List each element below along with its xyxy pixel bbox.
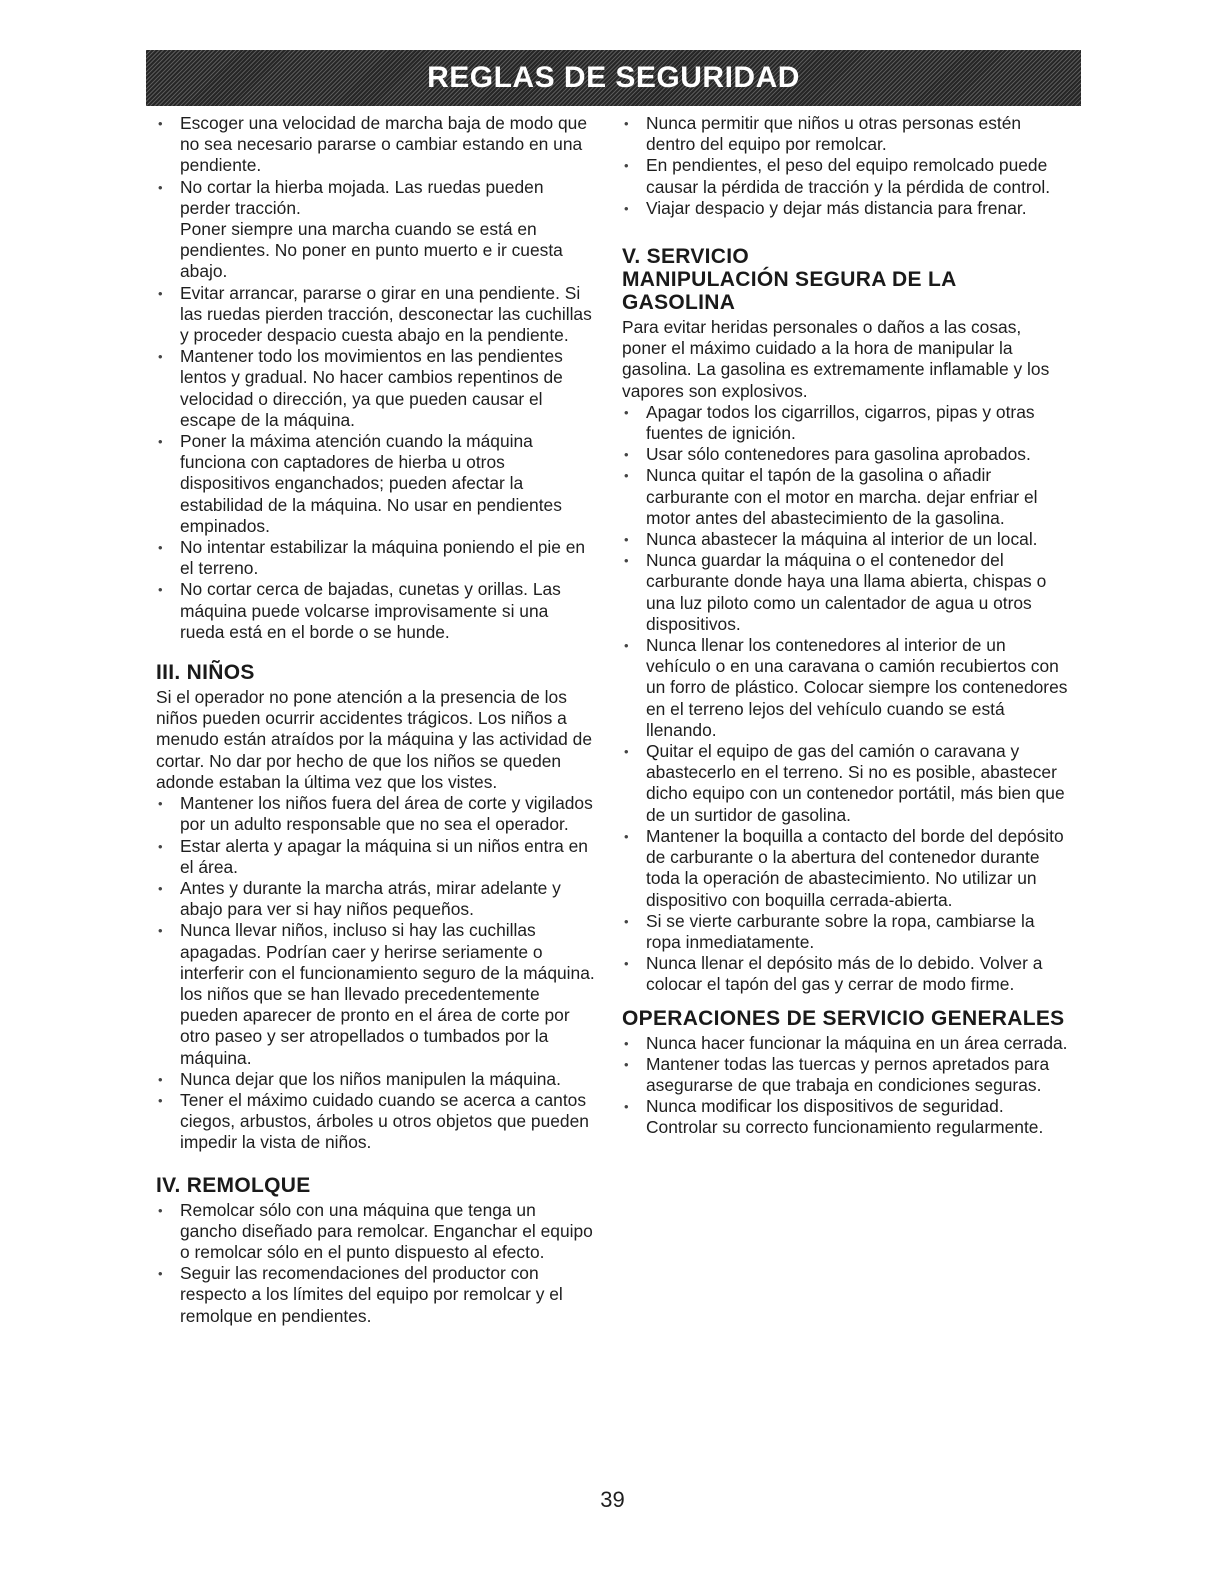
section-heading-ninos: III. NIÑOS — [156, 661, 255, 685]
list-item: • Apagar todos los cigarrillos, cigarros, pipas y otras fuentes de ignición. — [622, 402, 1068, 444]
list-item: • Mantener los niños fuera del área de corte y vigilados por un adulto responsable que no sea el operador. — [156, 793, 596, 835]
list-item: • Nunca dejar que los niños manipulen la máquina. — [156, 1069, 596, 1090]
list-item: • Si se vierte carburante sobre la ropa, cambiarse la ropa inmediatamente. — [622, 911, 1068, 953]
list-item: • Quitar el equipo de gas del camión o caravana y abastecerlo en el terreno. Si no es posible, abastecer dicho equipo con un contenedor portátil, más bien que de un surtidor de gasolina. — [622, 741, 1068, 826]
list-item: • Nunca permitir que niños u otras personas estén dentro del equipo por remolcar. — [622, 113, 1068, 155]
slope-bullet-list-continued — [156, 283, 596, 643]
right-column — [622, 113, 1068, 1139]
list-item: • Poner la máxima atención cuando la máquina funciona con captadores de hierba u otros dispositivos enganchados; pueden afectar la estabilidad de la máquina. No usar en pendientes empinados. — [156, 431, 596, 537]
list-item: • Nunca llenar el depósito más de lo debido. Volver a colocar el tapón del gas y cerrar de modo firme. — [622, 953, 1068, 995]
list-item: • Nunca hacer funcionar la máquina en un área cerrada. — [622, 1033, 1068, 1054]
list-item: • Remolcar sólo con una máquina que tenga un gancho diseñado para remolcar. Enganchar el equipo o remolcar sólo en el punto dispuesto al efecto. — [156, 1200, 596, 1264]
section-heading-remolque: IV. REMOLQUE — [156, 1173, 311, 1197]
ninos-intro-paragraph: Si el operador no pone atención a la presencia de los niños pueden ocurrir accidentes trágicos. Los niños a menudo están atraídos por la máquina y las actividad de cortar. No dar por hecho de que los niños se queden adonde estaban la última vez que los vistes. — [156, 687, 592, 792]
list-item: • No intentar estabilizar la máquina poniendo el pie en el terreno. — [156, 537, 596, 579]
section-heading-operaciones: OPERACIONES DE SERVICIO GENERALES — [622, 1006, 1065, 1030]
list-item: • Nunca guardar la máquina o el contenedor del carburante donde haya una llama abierta, chispas o una luz piloto como un calentador de agua u otros dispositivos. — [622, 550, 1068, 635]
list-item: • Viajar despacio y dejar más distancia para frenar. — [622, 198, 1068, 219]
page-number: 39 — [600, 1487, 625, 1512]
gasolina-bullet-list — [622, 402, 1068, 996]
list-item: • Nunca llevar niños, incluso si hay las cuchillas apagadas. Podrían caer y herirse seriamente o interferir con el funcionamiento seguro de la máquina. los niños que se han llevado precedentemente pueden aparecer de pronto en el área de corte por otro paseo y ser atropellados o tumbados por la máquina. — [156, 920, 596, 1068]
list-item: • En pendientes, el peso del equipo remolcado puede causar la pérdida de tracción y la pérdida de control. — [622, 155, 1068, 197]
section-heading-gasolina: MANIPULACIÓN SEGURA DE LA GASOLINA — [622, 268, 956, 315]
list-item: • Mantener todas las tuercas y pernos apretados para asegurarse de que trabaja en condiciones seguras. — [622, 1054, 1068, 1096]
section-heading-servicio: V. SERVICIO — [622, 245, 750, 269]
operaciones-bullet-list — [622, 1033, 1068, 1139]
list-item: • Tener el máximo cuidado cuando se acerca a cantos ciegos, arbustos, árboles u otros objetos que pueden impedir la vista de niños. — [156, 1090, 596, 1154]
page-title: REGLAS DE SEGURIDAD — [427, 61, 800, 94]
list-item: • Nunca llenar los contenedores al interior de un vehículo o en una caravana o camión recubiertos con un forro de plástico. Colocar siempre los contenedores en el terreno lejos del vehículo cuando se está llenando. — [622, 635, 1068, 741]
list-item: • Escoger una velocidad de marcha baja de modo que no sea necesario pararse o cambiar estando en una pendiente. — [156, 113, 596, 177]
left-column — [156, 113, 596, 1327]
list-item: • Nunca quitar el tapón de la gasolina o añadir carburante con el motor en marcha. dejar enfriar el motor antes del abastecimiento de la gasolina. — [622, 465, 1068, 529]
list-item: • Antes y durante la marcha atrás, mirar adelante y abajo para ver si hay niños pequeños. — [156, 878, 596, 920]
list-item: • Seguir las recomendaciones del productor con respecto a los límites del equipo por remolcar y el remolque en pendientes. — [156, 1263, 596, 1327]
list-item: • No cortar cerca de bajadas, cunetas y orillas. Las máquina puede volcarse improvisamente si una rueda está en el borde o se hunde. — [156, 579, 596, 643]
list-item: • Nunca modificar los dispositivos de seguridad. Controlar su correcto funcionamiento regularmente. — [622, 1096, 1068, 1138]
header-banner — [146, 50, 1081, 106]
slope-paragraph: Poner siempre una marcha cuando se está en pendientes. No poner en punto muerto e ir cuesta abajo. — [180, 219, 563, 282]
list-item: • No cortar la hierba mojada. Las ruedas pueden perder tracción. — [156, 177, 596, 219]
list-item: • Estar alerta y apagar la máquina si un niños entra en el área. — [156, 836, 596, 878]
ninos-bullet-list — [156, 793, 596, 1153]
slope-bullet-list — [156, 113, 596, 219]
gasolina-intro-paragraph: Para evitar heridas personales o daños a las cosas, poner el máximo cuidado a la hora de manipular la gasolina. La gasolina es extremamente inflamable y los vapores son explosivos. — [622, 317, 1050, 401]
list-item: • Mantener la boquilla a contacto del borde del depósito de carburante o la abertura del contenedor durante toda la operación de abastecimiento. No utilizar un dispositivo con boquilla cerrada-abierta. — [622, 826, 1068, 911]
list-item: • Nunca abastecer la máquina al interior de un local. — [622, 529, 1068, 550]
towing-bullet-list — [622, 113, 1068, 219]
list-item: • Evitar arrancar, pararse o girar en una pendiente. Si las ruedas pierden tracción, desconectar las cuchillas y proceder despacio cuesta abajo en la pendiente. — [156, 283, 596, 347]
list-item: • Mantener todo los movimientos en las pendientes lentos y gradual. No hacer cambios repentinos de velocidad o dirección, ya que pueden causar el escape de la máquina. — [156, 346, 596, 431]
list-item: • Usar sólo contenedores para gasolina aprobados. — [622, 444, 1068, 465]
remolque-bullet-list — [156, 1200, 596, 1327]
